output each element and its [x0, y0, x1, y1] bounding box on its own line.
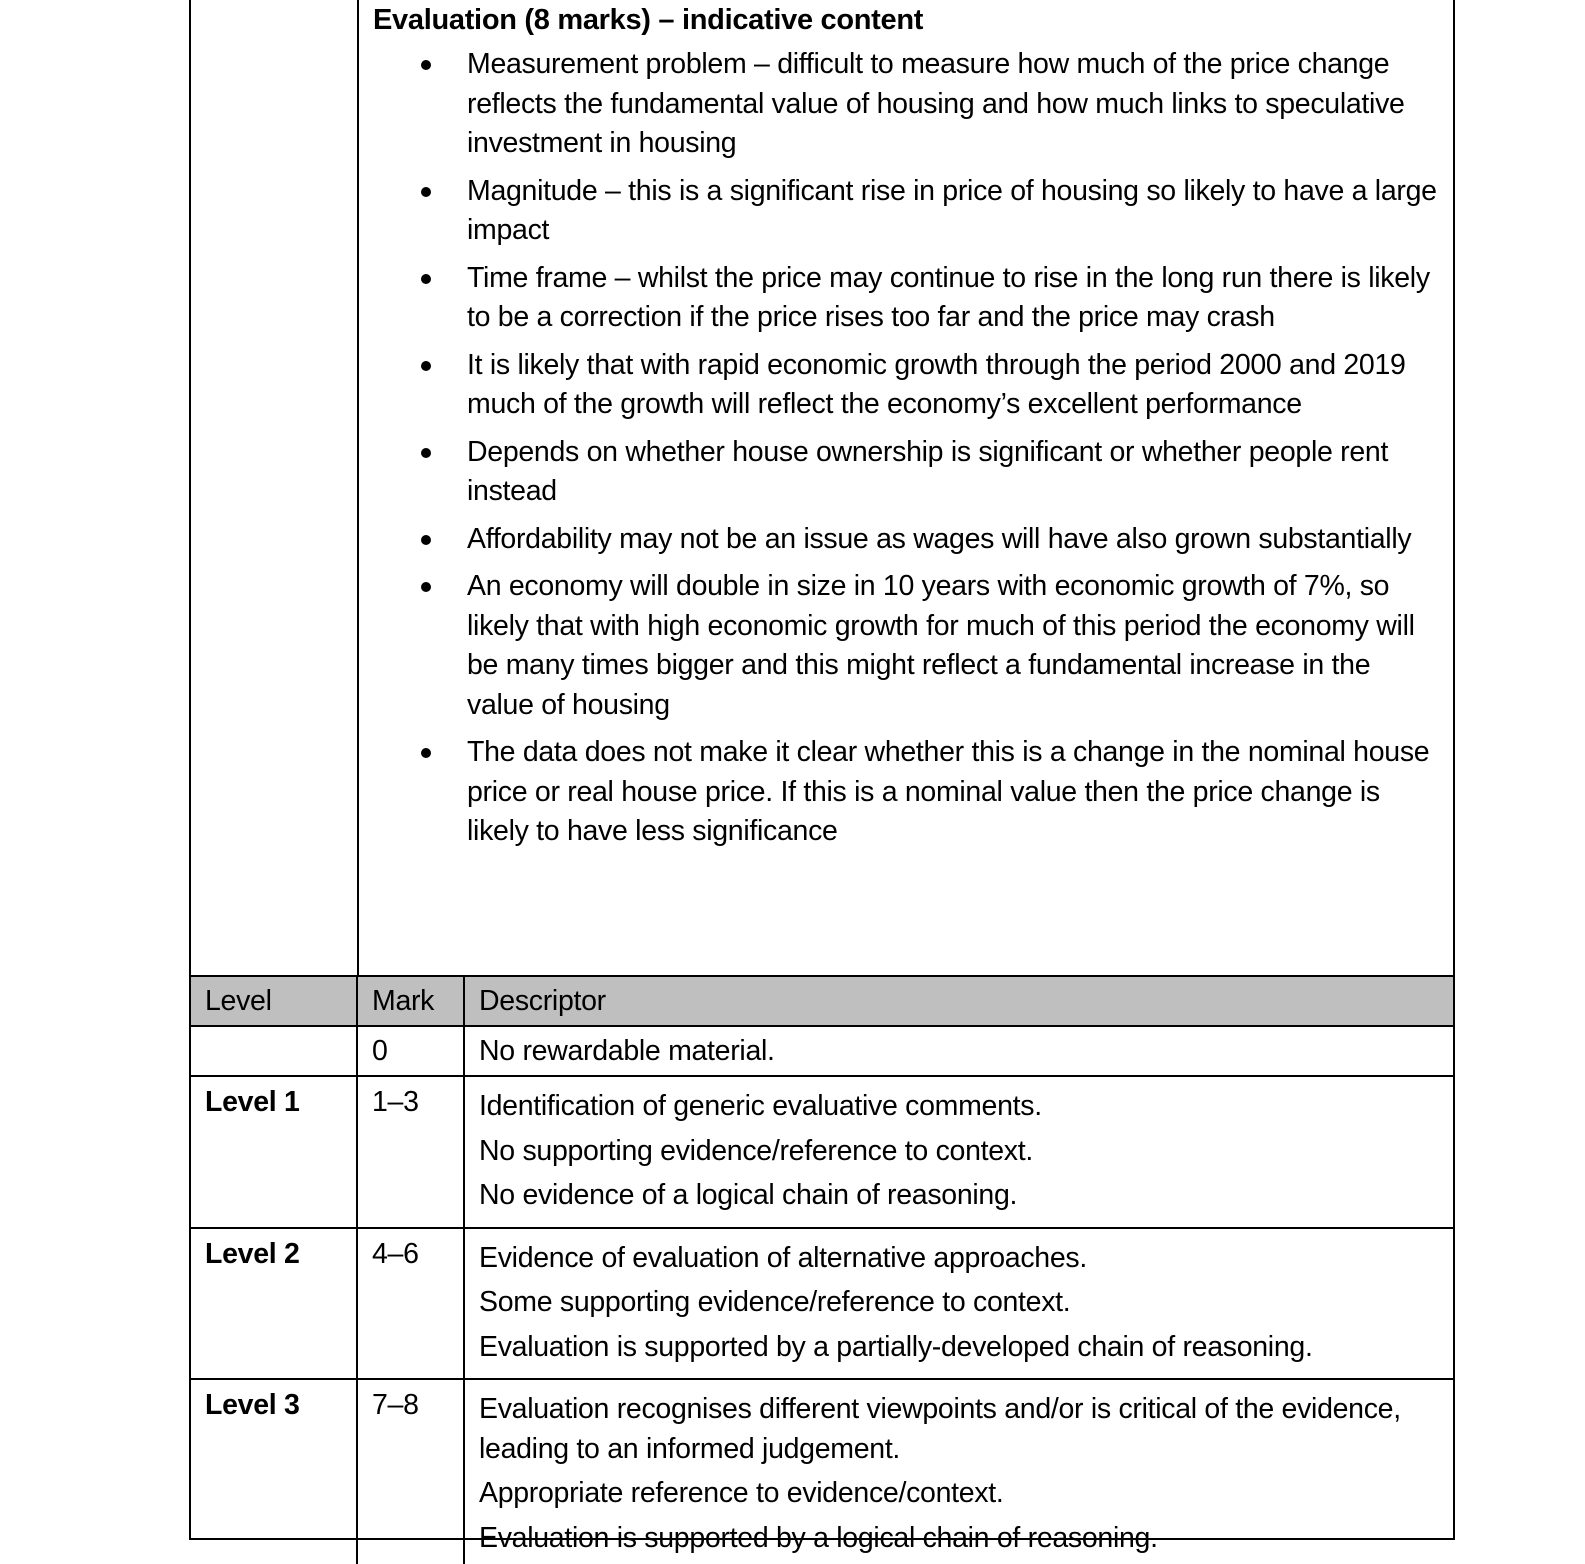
descriptor-line: No supporting evidence/reference to context. — [479, 1134, 1033, 1167]
list-item: Measurement problem – difficult to measure how much of the price change reflects the fundamental value of housing and how much links to speculative investment in housing — [373, 45, 1443, 164]
descriptor-line: Evaluation is supported by a logical chain of reasoning. — [479, 1521, 1158, 1554]
list-item: The data does not make it clear whether this is a change in the nominal house price or real house price. If this is a nominal value then the price change is likely to have less significance — [373, 733, 1443, 852]
list-item: An economy will double in size in 10 years with economic growth of 7%, so likely that with high economic growth for much of this period the economy will be many times bigger and this might reflect a fundamental increase in the value of housing — [373, 567, 1443, 725]
bullet-icon — [421, 187, 431, 197]
list-item: Affordability may not be an issue as wages will have also grown substantially — [373, 520, 1443, 560]
bullet-icon — [421, 535, 431, 545]
descriptor-line: Evaluation is supported by a partially-developed chain of reasoning. — [479, 1330, 1313, 1363]
descriptor-cell: No rewardable material. — [464, 1026, 1453, 1076]
descriptor-line: No evidence of a logical chain of reasoning. — [479, 1179, 1018, 1211]
column-divider — [357, 0, 359, 975]
section-heading: Evaluation (8 marks) – indicative content — [373, 4, 924, 36]
table-row — [191, 1228, 1453, 1380]
level-cell — [191, 1026, 357, 1076]
level-cell: Level 1 — [191, 1076, 357, 1228]
list-item: It is likely that with rapid economic growth through the period 2000 and 2019 much of the growth will reflect the economy’s excellent performance — [373, 346, 1443, 425]
indicative-content-list — [373, 45, 1443, 860]
header-level: Level — [191, 977, 357, 1026]
descriptor-line: Some supporting evidence/reference to context. — [479, 1286, 1071, 1318]
mark-cell: 4–6 — [357, 1228, 464, 1380]
list-item: Depends on whether house ownership is significant or whether people rent instead — [373, 433, 1443, 512]
mark-cell: 7–8 — [357, 1379, 464, 1564]
descriptor-cell — [464, 1379, 1453, 1564]
indicative-content-section — [191, 0, 1453, 977]
mark-cell: 1–3 — [357, 1076, 464, 1228]
descriptor-line: Identification of generic evaluative comments. — [479, 1090, 1042, 1122]
levels-table — [191, 977, 1453, 1564]
bullet-icon — [421, 748, 431, 758]
bullet-icon — [421, 274, 431, 284]
table-row — [191, 1076, 1453, 1228]
bullet-icon — [421, 361, 431, 371]
list-item: Magnitude – this is a significant rise in price of housing so likely to have a large impact — [373, 172, 1443, 251]
level-cell: Level 2 — [191, 1228, 357, 1380]
level-cell: Level 3 — [191, 1379, 357, 1564]
bullet-icon — [421, 582, 431, 592]
table-header-row — [191, 977, 1453, 1026]
bullet-icon — [421, 448, 431, 458]
descriptor-line: Evaluation recognises different viewpoints and/or is critical of the evidence, leading to an informed judgement. — [479, 1393, 1401, 1465]
header-descriptor: Descriptor — [464, 977, 1453, 1026]
descriptor-line: Evidence of evaluation of alternative approaches. — [479, 1241, 1087, 1274]
descriptor-cell — [464, 1076, 1453, 1228]
mark-scheme-table — [189, 0, 1455, 1554]
descriptor-cell — [464, 1228, 1453, 1380]
bullet-icon — [421, 60, 431, 70]
descriptor-line: Appropriate reference to evidence/context. — [479, 1477, 1004, 1509]
table-row — [191, 1026, 1453, 1076]
table-row — [191, 1379, 1453, 1564]
header-mark: Mark — [357, 977, 464, 1026]
mark-cell: 0 — [357, 1026, 464, 1076]
list-item: Time frame – whilst the price may continue to rise in the long run there is likely to be a correction if the price rises too far and the price may crash — [373, 259, 1443, 338]
